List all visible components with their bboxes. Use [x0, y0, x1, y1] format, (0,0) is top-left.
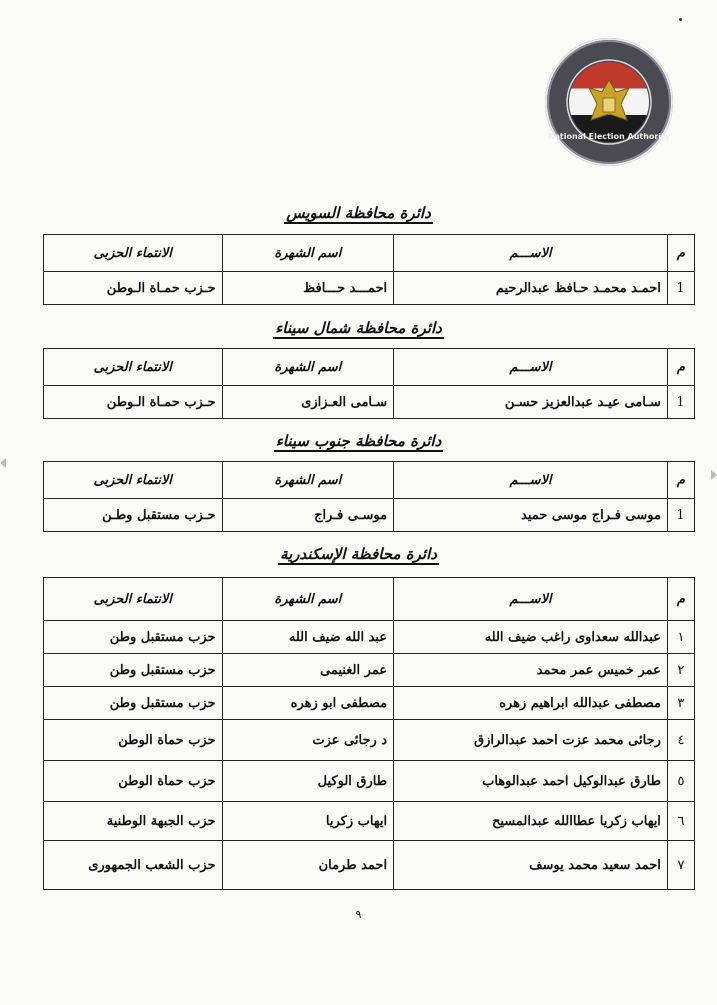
row-party: حـزب مستقبل وطـن [44, 499, 223, 532]
table-row [44, 802, 695, 841]
col-name-header: الاســـم [394, 235, 668, 272]
row-name: ايهاب زكريا عطاالله عبدالمسيح [394, 802, 668, 841]
row-party: حزب الشعب الجمهورى [44, 841, 223, 890]
table-header-row [44, 578, 695, 621]
table-row [44, 687, 695, 720]
col-party-header: الانتماء الحزبى [44, 578, 223, 621]
row-num: 1 [667, 499, 694, 532]
col-num-header: م [667, 349, 694, 386]
row-num: ٦ [667, 802, 694, 841]
row-num: ٢ [667, 654, 694, 687]
seal-english-label: National Election Authority [547, 132, 671, 141]
section-title-alexandria: دائرة محافظة الإسكندرية [280, 545, 437, 563]
row-num: ١ [667, 621, 694, 654]
flag-emblem [569, 62, 649, 142]
row-party: حزب حماة الوطن [44, 720, 223, 761]
row-party: حزب مستقبل وطن [44, 621, 223, 654]
col-party-header: الانتماء الحزبى [44, 462, 223, 499]
row-name: سـامى عيـد عبدالعزيز حسـن [394, 386, 668, 419]
table-row [44, 761, 695, 802]
row-fame: د رجائى عزت [222, 720, 394, 761]
row-fame: ايهاب زكريا [222, 802, 394, 841]
candidates-table-alexandria [43, 577, 695, 890]
table-row [44, 621, 695, 654]
table-row [44, 720, 695, 761]
col-fame-header: اسم الشهرة [222, 462, 394, 499]
col-fame-header: اسم الشهرة [222, 349, 394, 386]
col-party-header: الانتماء الحزبى [44, 349, 223, 386]
row-fame: سـامى العـزازى [222, 386, 394, 419]
page-number: ٩ [355, 908, 362, 921]
row-name: عمر خميس عمر محمد [394, 654, 668, 687]
table-row [44, 841, 695, 890]
row-fame: احمد طرمان [222, 841, 394, 890]
candidates-table-south-sinai [43, 461, 695, 532]
page-speck [679, 18, 682, 21]
row-party: حزب مستقبل وطن [44, 654, 223, 687]
left-edge-mark [0, 458, 6, 468]
candidates-table-suez [43, 234, 695, 305]
col-fame-header: اسم الشهرة [222, 235, 394, 272]
national-election-authority-seal [545, 38, 673, 166]
row-num: 1 [667, 386, 694, 419]
row-num: ٥ [667, 761, 694, 802]
col-num-header: م [667, 462, 694, 499]
row-name: رجائى محمد عزت احمد عبدالرازق [394, 720, 668, 761]
row-name: احمـد محمـد حـافظ عبدالرحيم [394, 272, 668, 305]
col-num-header: م [667, 235, 694, 272]
col-fame-header: اسم الشهرة [222, 578, 394, 621]
row-party: حزب مستقبل وطن [44, 687, 223, 720]
row-name: طارق عبدالوكيل احمد عبدالوهاب [394, 761, 668, 802]
table-header-row [44, 349, 695, 386]
table-header-row [44, 235, 695, 272]
row-name: احمد سعيد محمد يوسف [394, 841, 668, 890]
candidates-table-north-sinai [43, 348, 695, 419]
row-name: موسى فـراج موسى حميد [394, 499, 668, 532]
row-num: ٣ [667, 687, 694, 720]
table-header-row [44, 462, 695, 499]
table-row [44, 272, 695, 305]
col-num-header: م [667, 578, 694, 621]
row-party: حـزب حمـاة الـوطن [44, 272, 223, 305]
section-title-suez: دائرة محافظة السويس [286, 204, 431, 222]
right-edge-mark [711, 470, 717, 480]
row-num: ٤ [667, 720, 694, 761]
col-name-header: الاســـم [394, 349, 668, 386]
table-row [44, 654, 695, 687]
col-name-header: الاســـم [394, 462, 668, 499]
row-fame: طارق الوكيل [222, 761, 394, 802]
col-party-header: الانتماء الحزبى [44, 235, 223, 272]
row-fame: موسـى فـراج [222, 499, 394, 532]
section-title-south-sinai: دائرة محافظة جنوب سيناء [275, 432, 442, 450]
row-num: ٧ [667, 841, 694, 890]
eagle-icon [569, 62, 649, 142]
row-fame: مصطفى ابو زهره [222, 687, 394, 720]
row-party: حزب حماة الوطن [44, 761, 223, 802]
row-fame: عمر الغنيمى [222, 654, 394, 687]
row-party: حزب الجبهة الوطنية [44, 802, 223, 841]
row-name: مصطفى عبدالله ابراهيم زهره [394, 687, 668, 720]
row-num: 1 [667, 272, 694, 305]
row-fame: احمـــد حـــافظ [222, 272, 394, 305]
section-title-north-sinai: دائرة محافظة شمال سيناء [275, 319, 442, 337]
row-name: عبدالله سعداوى راغب ضيف الله [394, 621, 668, 654]
col-name-header: الاســـم [394, 578, 668, 621]
row-fame: عبد الله ضيف الله [222, 621, 394, 654]
row-party: حـزب حمـاة الـوطن [44, 386, 223, 419]
table-row [44, 499, 695, 532]
table-row [44, 386, 695, 419]
